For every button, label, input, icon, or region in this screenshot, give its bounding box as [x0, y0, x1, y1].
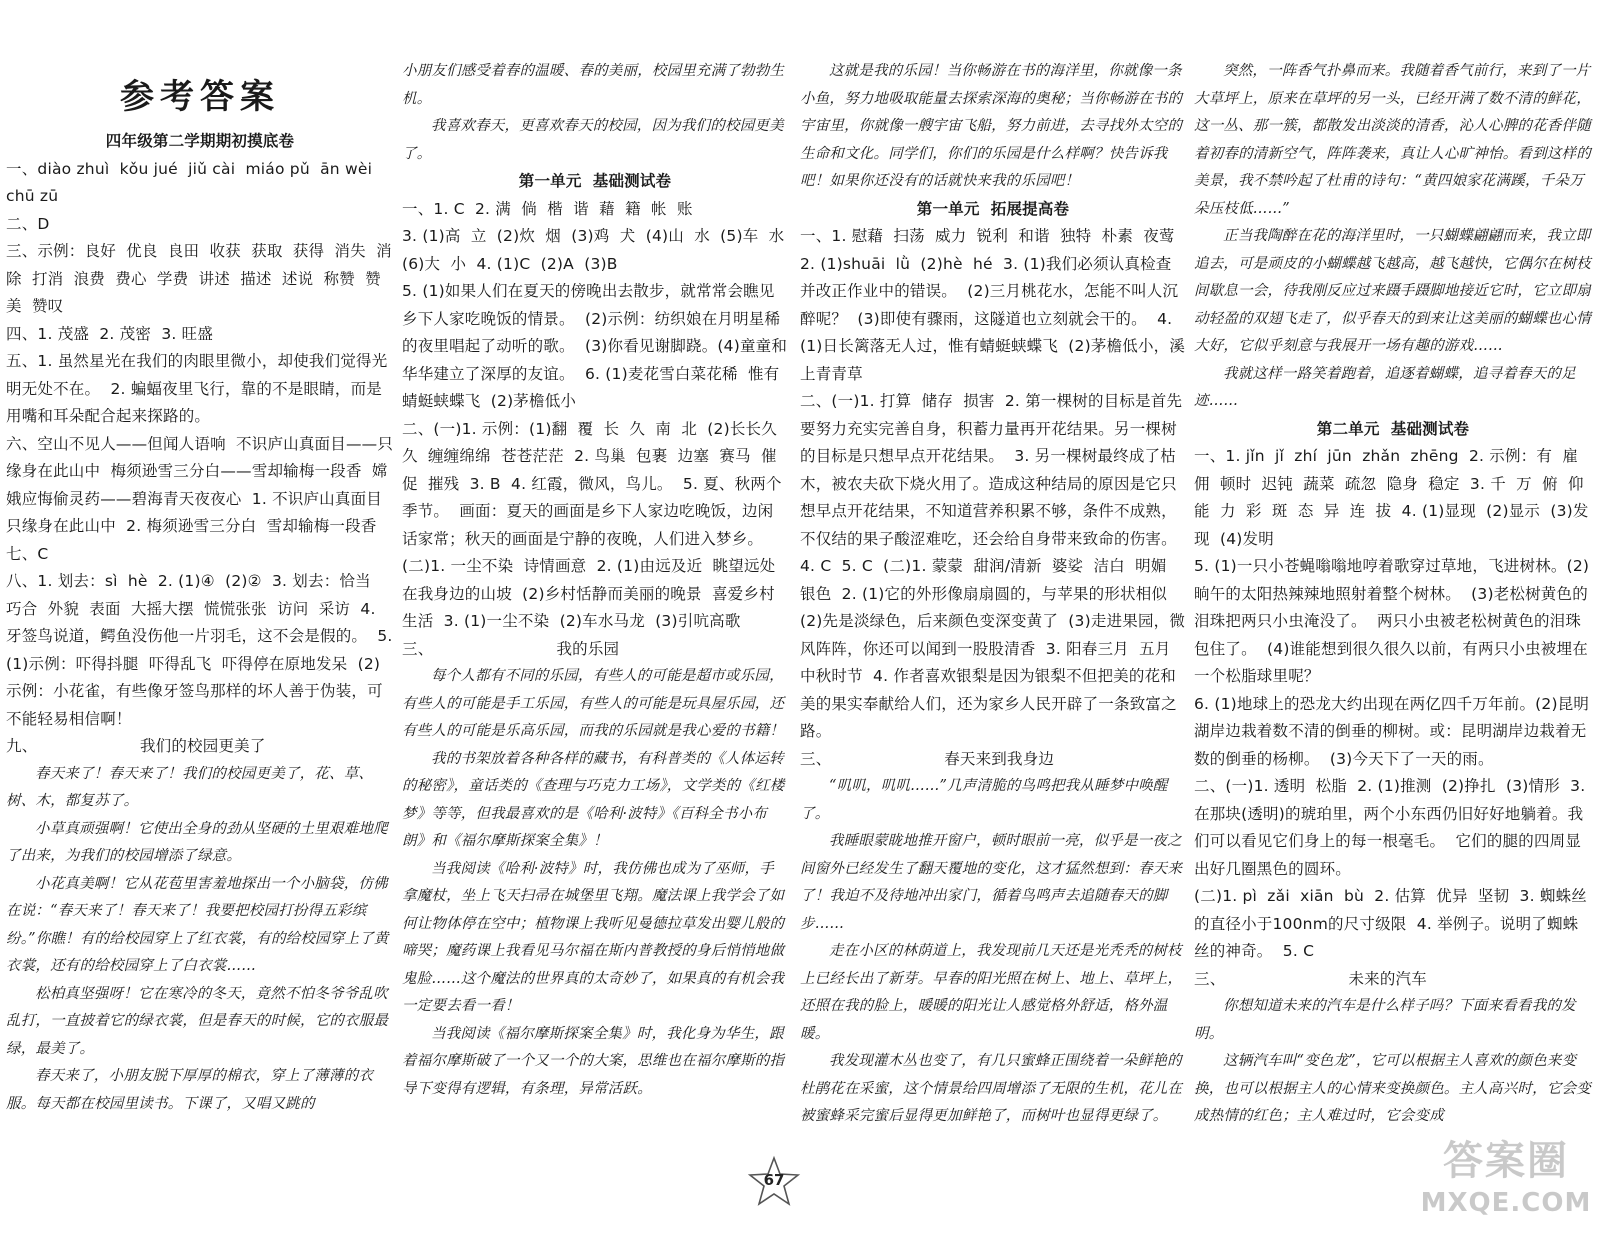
- answer-paragraph: 春天来了，小朋友脱下厚厚的棉衣，穿上了薄薄的衣服。每天都在校园里读书。下课了，又唱又跳的: [6, 1068, 374, 1112]
- answer-paragraph: 这就是我的乐园！当你畅游在书的海洋里，你就像一条小鱼，努力地吸取能量去探索深海的奥秘；当你畅游在书的宇宙里，你就像一艘宇宙飞船，努力前进，去寻找外太空的生命和文化。同学们，你们的乐园是什么样啊？快告诉我吧！如果你还没有的话就快来我的乐园吧！: [800, 63, 1183, 189]
- page-number-badge: [748, 1156, 800, 1208]
- answer-paragraph: 一、1. C 2. 满 倘 楷 谐 藉 籍 帐 账: [402, 199, 693, 218]
- answer-paragraph: 小花真美啊！它从花苞里害羞地探出一个小脑袋，仿佛在说：“春天来了！春天来了！我要把校园打扮得五彩缤纷。”你瞧！有的给校园穿上了红衣裳，有的给校园穿上了黄衣裳，还有的给校园穿上了白衣裳……: [6, 875, 389, 974]
- answer-paragraph: 一、1. jǐn jǐ zhí jūn zhǎn zhēng 2. 示例：有 雇佣 顿时 迟钝 蔬菜 疏忽 隐身 稳定 3. 千 万 俯 仰 能 力 彩 斑 态 异 连 拔 4. (1)显现 (2)显示 (3)发现 (4)发明: [1194, 447, 1595, 548]
- answer-paragraph: 6. (1)地球上的恐龙大约出现在两亿四千万年前。(2)昆明湖岸边栽着数不清的倒垂的柳树。或：昆明湖岸边栽着无数的倒垂的杨柳。 (3)今天下了一天的雨。: [1194, 694, 1590, 768]
- answer-paragraph: chū zū: [6, 187, 59, 205]
- answer-paragraph: 走在小区的林荫道上，我发现前几天还是光秃秃的树枝上已经长出了新芽。早春的阳光照在树上、地上、草坪上，还照在我的脸上，暖暖的阳光让人感觉格外舒适，格外温暖。: [800, 943, 1183, 1042]
- answer-paragraph: 这辆汽车叫“变色龙”，它可以根据主人喜欢的颜色来变换，也可以根据主人的心情来变换颜色。主人高兴时，它会变成热情的红色；主人难过时，它会变成: [1194, 1053, 1591, 1124]
- answer-paragraph: 5. (1)一只小苍蝇嗡嗡地哼着歌穿过草地，飞进树林。(2)晌午的太阳热辣辣地照射着整个树林。 (3)老松树黄色的泪珠把两只小虫淹没了。 两只小虫被老松树黄色的泪珠包住了。 (4)谁能想到很久很久以前，有两只小虫被埋在一个松脂球里呢？: [1194, 557, 1590, 685]
- answer-paragraph: 小草真顽强啊！它使出全身的劲从坚硬的土里艰难地爬了出来，为我们的校园增添了绿意。: [6, 820, 388, 864]
- watermark-logo-text: 答案圈: [1443, 1138, 1569, 1184]
- answer-paragraph: 我就这样一路笑着跑着，追逐着蝴蝶，追寻着春天的足迹……: [1194, 365, 1576, 409]
- answer-paragraph: 正当我陶醉在花的海洋里时，一只蝴蝶翩翩而来，我立即追去，可是顽皮的小蝴蝶越飞越高，越飞越快，它偶尔在树枝间歇息一会，待我刚反应过来蹑手蹑脚地接近它时，它立即扇动轻盈的双翅飞走了，似乎春天的到来让这美丽的蝴蝶也心情大好，它似乎刻意与我展开一场有趣的游戏……: [1194, 228, 1591, 354]
- answer-paragraph: 我发现灌木丛也变了，有几只蜜蜂正围绕着一朵鲜艳的杜鹃花在采蜜，这个情景给四周增添了无限的生机，花儿在被蜜蜂采完蜜后显得更加鲜艳了，而树叶也显得更绿了。: [800, 1053, 1183, 1124]
- answer-paragraph: 每个人都有不同的乐园，有些人的可能是超市或乐园，有些人的可能是手工乐园，有些人的可能是玩具屋乐园，还有些人的可能是乐高乐园，而我的乐园就是我心爱的书籍！: [402, 668, 785, 739]
- answer-paragraph: 三、 春天来到我身边: [800, 749, 1055, 768]
- answer-paragraph: 一、diào zhuì kǒu jué jiǔ cài miáo pǔ ān wèi: [6, 159, 373, 178]
- answer-paragraph: “叽叽，叽叽……”几声清脆的鸟鸣把我从睡梦中唤醒了。: [800, 778, 1168, 822]
- answer-paragraph: 3. (1)高 立 (2)炊 烟 (3)鸡 犬 (4)山 水 (5)车 水 (6)大 小 4. (1)C (2)A (3)B: [402, 227, 795, 273]
- answer-paragraph: 三、 我的乐园: [402, 639, 620, 658]
- answer-paragraph: 八、1. 划去：sì hè 2. (1)④ (2)② 3. 划去：恰当 巧合 外貌 表面 大摇大摆 慌慌张张 访问 采访 4. 牙签鸟说道，鳄鱼没伤他一片羽毛，这不会是假的。 5. (1)示例：吓得抖腿 吓得乱飞 吓得停在原地发呆 (2)示例：小花雀，有些像牙签鸟那样的坏人善于伪装，可不能轻易相信啊！: [6, 572, 398, 728]
- answer-paragraph: 七、C: [6, 544, 49, 563]
- answer-paragraph: 二、(一)1. 透明 松脂 2. (1)推测 (2)挣扎 (3)情形 3. 在那块(透明)的琥珀里，两个小东西仍旧好好地躺着。我们可以看见它们身上的每一根毫毛。 它们的腿的四周显出好几圈黑色的圆环。: [1194, 777, 1591, 878]
- answer-paragraph: 九、 我们的校园更美了: [6, 737, 266, 755]
- section-heading: 第一单元 拓展提高卷: [916, 199, 1070, 218]
- section-heading: 四年级第二学期期初摸底卷: [105, 132, 295, 150]
- answer-paragraph: 五、1. 虽然星光在我们的肉眼里微小，却使我们觉得光明无处不在。 2. 蝙蝠夜里飞行，靠的不是眼睛，而是用嘴和耳朵配合起来探路的。: [6, 352, 388, 425]
- answer-paragraph: 当我阅读《哈利·波特》时，我仿佛也成为了巫师，手拿魔杖，坐上飞天扫帚在城堡里飞翔。魔法课上我学会了如何让物体停在空中；植物课上我听见曼德拉草发出婴儿般的啼哭；魔药课上我看见马尔福在斯内普教授的身后悄悄地做鬼脸……这个魔法的世界真的太奇妙了，如果真的有机会我一定要去看一看！: [402, 860, 785, 1014]
- answer-paragraph: (二)1. pì zǎi xiān bù 2. 估算 优异 坚韧 3. 蜘蛛丝的直径小于100nm的尺寸级限 4. 举例子。说明了蜘蛛丝的神奇。 5. C: [1194, 887, 1587, 960]
- answer-paragraph: 二、D: [6, 214, 50, 233]
- answer-paragraph: 一、1. 慰藉 扫荡 威力 锐利 和谐 独特 朴素 夜莺 2. (1)shuāi lǜ (2)hè hé 3. (1)我们必须认真检查并改正作业中的错误。 (2)三月桃花水，怎能不叫人沉醉呢？ (3)即使有骤雨，这隧道也立刻就会干的。 4. (1)日长篱落无人过，惟有蜻蜓蛱蝶飞 (2)茅檐低小，溪上青青草: [800, 227, 1186, 383]
- answer-paragraph: 我喜欢春天，更喜欢春天的校园，因为我们的校园更美了。: [402, 118, 784, 162]
- watermark-url: MXQE.COM: [1420, 1188, 1592, 1218]
- answer-paragraph: 我的书架放着各种各样的藏书，有科普类的《人体运转的秘密》，童话类的《查理与巧克力工场》，文学类的《红楼梦》等等，但我最喜欢的是《哈利·波特》《百科全书小布朗》和《福尔摩斯探案全集》！: [402, 750, 785, 849]
- answer-paragraph: 四、1. 茂盛 2. 茂密 3. 旺盛: [6, 324, 214, 343]
- column-2: [402, 58, 795, 1158]
- page-number: 67: [763, 1171, 785, 1189]
- answer-paragraph: 我睡眼蒙眬地推开窗户，顿时眼前一亮，似乎是一夜之间窗外已经发生了翻天覆地的变化，这才猛然想到：春天来了！我迫不及待地冲出家门，循着鸟鸣声去追随春天的脚步……: [800, 833, 1183, 932]
- section-heading: 第一单元 基础测试卷: [518, 172, 672, 190]
- answer-paragraph: 六、空山不见人——但闻人语响 不识庐山真面目——只缘身在此山中 梅须逊雪三分白——雪却输梅一段香 嫦娥应悔偷灵药——碧海青天夜夜心 1. 不识庐山真面目 只缘身在此山中 2. 梅须逊雪三分白 雪却输梅一段香: [6, 434, 394, 535]
- answer-paragraph: 小朋友们感受着春的温暖、春的美丽，校园里充满了勃勃生机。: [402, 63, 785, 107]
- column-3: [800, 58, 1186, 1158]
- answer-paragraph: 三、示例：良好 优良 良田 收获 获取 获得 消失 消除 打消 浪费 费心 学费 讲述 描述 述说 称赞 赞美 赞叹: [6, 242, 392, 315]
- answer-paragraph: 你想知道未来的汽车是什么样子吗？下面来看看我的发明。: [1194, 998, 1576, 1042]
- answer-paragraph: 二、(一)1. 打算 储存 损害 2. 第一棵树的目标是首先要努力充实完善自身，积蓄力量再开花结果。另一棵树的目标是只想早点开花结果。 3. 另一棵树最终成了枯木，被农夫砍下烧火用了。造成这种结局的原因是它只想早点开花结果，不知道营养积累不够，条件不成熟，不仅结的果子酸涩难吃，还会给自身带来致命的伤害。 4. C 5. C (二)1. 蒙蒙 甜润/清新 婆娑 洁白 明媚 银色 2. (1)它的外形像扇扇圆的，与苹果的形状相似 (2)先是淡绿色，后来颜色变深变黄了 (3)走进果园，微风阵阵，你还可以闻到一股股清香 3. 阳春三月 五月 中秋时节 4. 作者喜欢银梨是因为银梨不但把美的花和美的果实奉献给人们，还为家乡人民开辟了一条致富之路。: [800, 392, 1188, 740]
- answer-paragraph: 春天来了！春天来了！我们的校园更美了，花、草、树、木，都复苏了。: [6, 765, 374, 809]
- watermark: [1420, 1135, 1592, 1230]
- column-1: [6, 128, 398, 1168]
- answer-paragraph: 松柏真坚强呀！它在寒冷的冬天，竟然不怕冬爷爷乱吹乱打，一直披着它的绿衣裳，但是春天的时候，它的衣服最绿，最美了。: [6, 985, 389, 1057]
- answer-paragraph: 当我阅读《福尔摩斯探案全集》时，我化身为华生，跟着福尔摩斯破了一个又一个的大案，思维也在福尔摩斯的指导下变得有逻辑，有条理，异常活跃。: [402, 1025, 785, 1097]
- answer-paragraph: 突然，一阵香气扑鼻而来。我随着香气前行，来到了一片大草坪上，原来在草坪的另一头，已经开满了数不清的鲜花，这一丛、那一簇，都散发出淡淡的清香，沁人心脾的花香伴随着初春的清新空气，阵阵袭来，真让人心旷神怡。看到这样的美景，我不禁吟起了杜甫的诗句：“黄四娘家花满蹊，千朵万朵压枝低……”: [1194, 63, 1591, 217]
- section-heading: 第二单元 基础测试卷: [1316, 419, 1470, 438]
- answer-paragraph: 三、 未来的汽车: [1194, 969, 1427, 988]
- answer-paragraph: 5. (1)如果人们在夏天的傍晚出去散步，就常常会瞧见乡下人家吃晚饭的情景。 (2)示例：纺织娘在月明星稀的夜里唱起了动听的歌。 (3)你看见谢脚跷。(4)童童和华华建立了深厚的友谊。 6. (1)麦花雪白菜花稀 惟有蜻蜓蛱蝶飞 (2)茅檐低小: [402, 282, 788, 410]
- column-4: [1194, 58, 1595, 1158]
- answer-paragraph: 二、(一)1. 示例：(1)翻 覆 长 久 南 北 (2)长长久久 缠缠绵绵 苍苍茫茫 2. 鸟巢 包裹 边塞 赛马 催促 摧残 3. B 4. 红霞，微风，鸟儿。 5. 夏、秋两个季节。 画面：夏天的画面是乡下人家边吃晚饭，边闲话家常；秋天的画面是宁静的夜晚，人们进入梦乡。 (二)1. 一尘不染 诗情画意 2. (1)由远及近 眺望远处 在我身边的山坡 (2)乡村恬静而美丽的晚景 喜爱乡村生活 3. (1)一尘不染 (2)车水马龙 (3)引吭高歌: [402, 419, 786, 630]
- page-title: 参考答案: [120, 77, 280, 117]
